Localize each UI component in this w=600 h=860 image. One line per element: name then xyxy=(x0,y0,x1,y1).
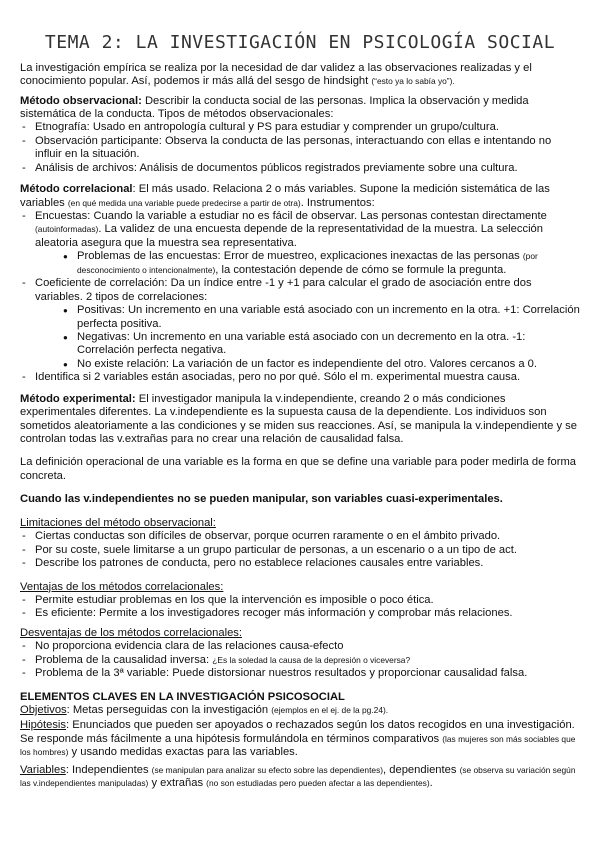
observational-label: Método observacional: xyxy=(20,94,142,107)
intro-note: (“esto ya lo sabía yo”). xyxy=(371,76,455,87)
disadvantages-heading: Desventajas de los métodos correlacionales: xyxy=(20,626,243,639)
disadvantages-section xyxy=(20,627,580,681)
variables-end: . xyxy=(429,777,433,790)
list-item: - Observación participante: Observa la conducta de las personas, interactuando con ellas e intentando no influir en la situación. xyxy=(20,135,580,162)
hypothesis-note: (las mujeres son más sociables que los hombres) xyxy=(20,733,576,758)
list-item xyxy=(20,654,580,667)
inverse-causality-note: ¿Es la soledad la causa de la depresión o viceversa? xyxy=(212,654,411,665)
sub-list-item: ● Negativas: Un incremento en una variable está asociado con un decremento en la otra. -1: Correlación perfecta negativa. xyxy=(63,331,580,358)
document-page xyxy=(0,12,600,860)
surveys-problems-a: Problemas de las encuestas: Error de muestreo, explicaciones inexactas de las personas xyxy=(77,250,523,263)
variables-note-1: (se manipulan para analizar su efecto sobre las dependientes) xyxy=(151,764,384,775)
inverse-causality-text: Problema de la causalidad inversa: xyxy=(35,653,213,666)
objectives-text: : Metas perseguidas con la investigación xyxy=(66,704,272,717)
list-item-coefficient xyxy=(20,277,580,371)
sub-list-item: ● No existe relación: La variación de un factor es independiente del otro. Valores cercanos a 0. xyxy=(63,358,580,371)
limitations-list xyxy=(20,530,580,570)
intro-text: La investigación empírica se realiza por la necesidad de dar validez a las observaciones realizadas y el conocimiento popular. Así, podemos ir más allá del sesgo de hindsight xyxy=(20,61,532,88)
variables-text-1: : Independientes xyxy=(65,763,152,776)
surveys-text-b: . La validez de una encuesta depende de la representatividad de la muestra. La selección aleatoria asegura que la muestra sea representativa. xyxy=(35,223,544,249)
sub-list-item xyxy=(63,250,580,277)
page-title: TEMA 2: LA INVESTIGACIÓN EN PSICOLOGÍA SOCIAL xyxy=(44,32,556,54)
sub-list-item: ● Positivas: Un incremento en una variable está asociado con un incremento en la otra. +1: Correlación perfecta positiva. xyxy=(63,304,580,331)
limitations-heading: Limitaciones del método observacional: xyxy=(20,516,216,529)
advantages-list xyxy=(20,594,580,621)
list-item: - Describe los patrones de conducta, pero no establece relaciones causales entre variables. xyxy=(20,557,580,570)
hypothesis-text-2: y usando medidas exactas para las variables. xyxy=(68,746,298,759)
coefficient-sublist xyxy=(35,304,580,371)
surveys-sublist xyxy=(35,250,580,277)
key-elements-heading: ELEMENTOS CLAVES EN LA INVESTIGACIÓN PSICOSOCIAL xyxy=(20,690,345,703)
intro-paragraph xyxy=(20,62,580,89)
coefficient-text: Coeficiente de correlación: Da un índice entre -1 y +1 para calcular el grado de asociación entre dos variables. 2 tipos de correlaciones: xyxy=(35,277,532,303)
experimental-label: Método experimental: xyxy=(20,392,136,405)
correlational-label: Método correlacional xyxy=(20,183,133,196)
list-item: - Problema de la 3ª variable: Puede distorsionar nuestros resultados y proporcionar causalidad falsa. xyxy=(20,667,580,680)
list-item: - Permite estudiar problemas en los que la intervención es imposible o poco ética. xyxy=(20,594,580,607)
surveys-note: (autoinformadas) xyxy=(35,224,99,235)
list-item: - No proporciona evidencia clara de las relaciones causa-efecto xyxy=(20,640,580,653)
observational-list xyxy=(20,121,580,175)
key-elements-section xyxy=(20,691,580,791)
variables-text-3: y extrañas xyxy=(148,777,207,790)
variables-note-2: (se observa su variación según las v.independientes manipuladas) xyxy=(20,764,576,789)
advantages-heading: Ventajas de los métodos correlacionales: xyxy=(20,580,224,593)
surveys-problems-b: , la contestación depende de cómo se formule la pregunta. xyxy=(215,263,507,276)
correlational-note: (en qué medida una variable puede predecirse a partir de otra) xyxy=(67,197,301,208)
objectives-label: Objetivos xyxy=(20,704,67,717)
variables-paragraph xyxy=(20,764,580,791)
limitations-section xyxy=(20,517,580,571)
variables-note-3: (no son estudiadas pero pueden afectar a las dependientes) xyxy=(206,778,430,789)
quasi-experimental-statement: Cuando las v.independientes no se pueden manipular, son variables cuasi-experimentales. xyxy=(20,493,503,506)
disadvantages-list xyxy=(20,640,580,680)
correlational-method-section xyxy=(20,183,580,385)
objectives-paragraph xyxy=(20,704,580,717)
hypothesis-paragraph xyxy=(20,719,580,759)
correlational-text-2: . Instrumentos: xyxy=(300,196,375,209)
observational-method-section xyxy=(20,95,580,176)
advantages-section xyxy=(20,581,580,621)
experimental-text: El investigador manipula la v.independiente, creando 2 o más condiciones experimentales diferentes. La v.independiente es la supuesta causa de la dependiente. Los individuos son sometidos aleatoriamente a las condiciones y se miden sus reacciones. Así, se manipula la v.independiente y se controlan todas las v.extrañas para no crear una relación de causalidad falsa. xyxy=(20,392,577,446)
list-item: - Por su coste, suele limitarse a un grupo particular de personas, a un escenario o a un tipo de act. xyxy=(20,544,580,557)
list-item: - Etnografía: Usado en antropología cultural y PS para estudiar y comprender un grupo/cultura. xyxy=(20,121,580,134)
list-item-surveys xyxy=(20,210,580,277)
correlational-text-1: : El más usado. Relaciona 2 o más variables. Supone la medición sistemática de las variables xyxy=(20,183,550,209)
hypothesis-label: Hipótesis xyxy=(20,719,67,732)
observational-text: Describir la conducta social de las personas. Implica la observación y medida sistemática de la conducta. Tipos de métodos observacionales: xyxy=(20,94,529,120)
list-item: - Ciertas conductas son difíciles de observar, porque ocurren raramente o en el ámbito privado. xyxy=(20,530,580,543)
variables-text-2: , dependientes xyxy=(383,763,460,776)
objectives-note: (ejemplos en el ej. de la pg.24). xyxy=(271,705,389,716)
list-item: - Es eficiente: Permite a los investigadores recoger más información y comprobar más relaciones. xyxy=(20,607,580,620)
hypothesis-text: : Enunciados que pueden ser apoyados o rechazados según los datos recogidos en una investigación. Se responde más fácilmente a una hipótesis formulándola en términos comparativos xyxy=(20,719,575,745)
correlational-list xyxy=(20,210,580,385)
surveys-text-a: Encuestas: Cuando la variable a estudiar no es fácil de observar. Las personas contestan directamente xyxy=(35,210,547,223)
list-item: - Análisis de archivos: Análisis de documentos públicos registrados previamente sobre una cultura. xyxy=(20,162,580,175)
surveys-problems-note: (por desconocimiento o intencionalmente) xyxy=(77,251,538,275)
experimental-method-paragraph xyxy=(20,393,580,447)
list-item: - Identifica si 2 variables están asociadas, pero no por qué. Sólo el m. experimental muestra causa. xyxy=(20,371,580,384)
variables-label: Variables xyxy=(20,763,66,776)
operational-definition-paragraph: La definición operacional de una variable es la forma en que se define una variable para poder medirla de forma concreta. xyxy=(20,456,576,482)
